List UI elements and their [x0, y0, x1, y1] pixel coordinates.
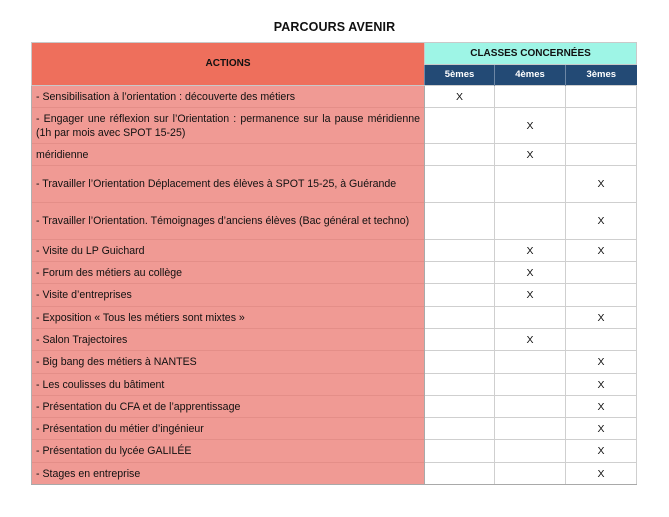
mark-4emes: X	[495, 144, 566, 166]
mark-5emes: X	[425, 86, 495, 108]
mark-4emes	[495, 418, 566, 440]
actions-header: ACTIONS	[32, 43, 425, 86]
action-cell: - Travailler l’Orientation Déplacement des élèves à SPOT 15-25, à Guérande	[32, 166, 425, 203]
mark-3emes	[566, 284, 637, 307]
table-row	[32, 166, 637, 203]
mark-5emes	[425, 351, 495, 374]
table-row	[32, 144, 637, 166]
action-cell: - Exposition « Tous les métiers sont mixtes »	[32, 307, 425, 329]
mark-3emes: X	[566, 374, 637, 396]
mark-5emes	[425, 240, 495, 262]
mark-4emes: X	[495, 329, 566, 351]
table-row	[32, 86, 637, 108]
mark-4emes: X	[495, 284, 566, 307]
mark-5emes	[425, 396, 495, 418]
table-row	[32, 418, 637, 440]
parcours-table	[31, 42, 637, 485]
action-cell: - Travailler l’Orientation. Témoignages d’anciens élèves (Bac général et techno)	[32, 203, 425, 240]
mark-5emes	[425, 463, 495, 485]
mark-4emes	[495, 307, 566, 329]
mark-4emes	[495, 203, 566, 240]
table-row	[32, 307, 637, 329]
mark-4emes	[495, 463, 566, 485]
action-cell: - Visite du LP Guichard	[32, 240, 425, 262]
action-cell: méridienne	[32, 144, 425, 166]
action-cell: - Big bang des métiers à NANTES	[32, 351, 425, 374]
column-header-3emes: 3èmes	[566, 65, 637, 86]
mark-4emes: X	[495, 108, 566, 144]
action-cell: - Forum des métiers au collège	[32, 262, 425, 284]
mark-3emes: X	[566, 396, 637, 418]
mark-3emes	[566, 108, 637, 144]
table-row	[32, 440, 637, 463]
mark-3emes: X	[566, 351, 637, 374]
mark-3emes	[566, 262, 637, 284]
action-cell: - Engager une réflexion sur l’Orientation : permanence sur la pause méridienne (1h par mois avec SPOT 15-25)	[32, 108, 425, 144]
mark-4emes: X	[495, 240, 566, 262]
action-cell: - Sensibilisation à l’orientation : découverte des métiers	[32, 86, 425, 108]
mark-3emes	[566, 86, 637, 108]
mark-3emes: X	[566, 463, 637, 485]
table-row	[32, 203, 637, 240]
table-row	[32, 284, 637, 307]
mark-5emes	[425, 284, 495, 307]
mark-4emes	[495, 86, 566, 108]
mark-4emes	[495, 374, 566, 396]
mark-3emes: X	[566, 307, 637, 329]
column-header-4emes: 4èmes	[495, 65, 566, 86]
mark-4emes	[495, 166, 566, 203]
mark-5emes	[425, 418, 495, 440]
action-cell: - Les coulisses du bâtiment	[32, 374, 425, 396]
mark-4emes	[495, 440, 566, 463]
mark-4emes	[495, 396, 566, 418]
mark-3emes: X	[566, 440, 637, 463]
mark-3emes	[566, 329, 637, 351]
table-row	[32, 108, 637, 144]
table-row	[32, 396, 637, 418]
mark-5emes	[425, 166, 495, 203]
mark-4emes: X	[495, 262, 566, 284]
column-header-5emes: 5èmes	[425, 65, 495, 86]
mark-5emes	[425, 307, 495, 329]
page-title: PARCOURS AVENIR	[273, 20, 396, 34]
mark-5emes	[425, 262, 495, 284]
table-row	[32, 351, 637, 374]
mark-5emes	[425, 144, 495, 166]
action-cell: - Salon Trajectoires	[32, 329, 425, 351]
mark-4emes	[495, 351, 566, 374]
action-cell: - Visite d’entreprises	[32, 284, 425, 307]
action-cell: - Présentation du CFA et de l’apprentissage	[32, 396, 425, 418]
mark-5emes	[425, 374, 495, 396]
mark-3emes: X	[566, 240, 637, 262]
mark-3emes: X	[566, 203, 637, 240]
mark-3emes	[566, 144, 637, 166]
mark-5emes	[425, 440, 495, 463]
table-row	[32, 240, 637, 262]
header-row-top	[32, 43, 637, 65]
mark-3emes: X	[566, 418, 637, 440]
table-row	[32, 463, 637, 485]
classes-header: CLASSES CONCERNÉES	[425, 43, 637, 65]
table-row	[32, 262, 637, 284]
table-row	[32, 374, 637, 396]
mark-5emes	[425, 329, 495, 351]
action-cell: - Présentation du métier d’ingénieur	[32, 418, 425, 440]
mark-3emes: X	[566, 166, 637, 203]
action-cell: - Stages en entreprise	[32, 463, 425, 485]
table-row	[32, 329, 637, 351]
mark-5emes	[425, 108, 495, 144]
mark-5emes	[425, 203, 495, 240]
action-cell: - Présentation du lycée GALILÉE	[32, 440, 425, 463]
